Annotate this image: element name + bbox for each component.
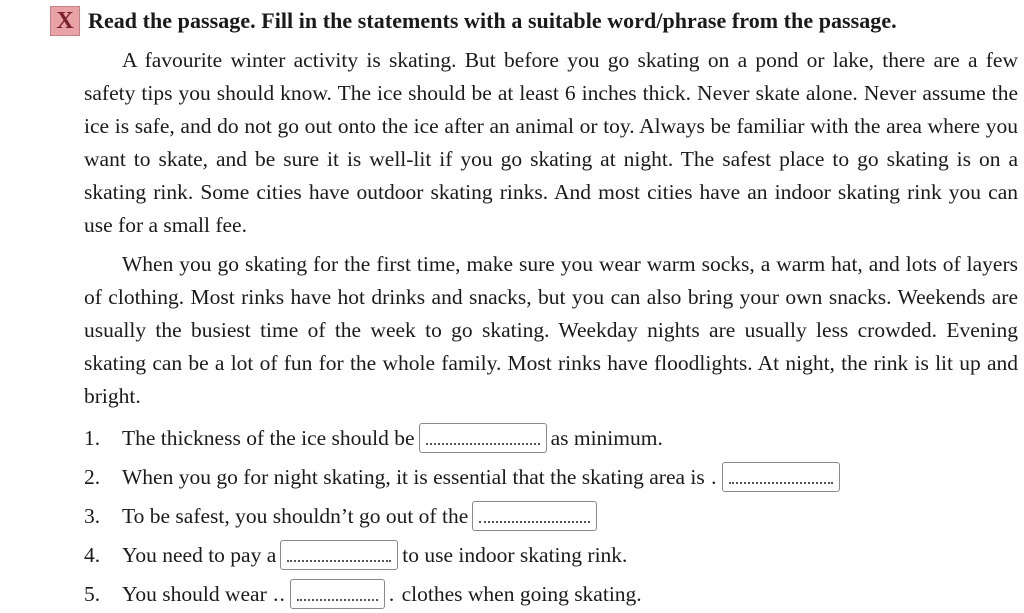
question-number: 2. [84, 464, 101, 489]
leader-dots: .. [266, 581, 286, 606]
section-badge: X [50, 6, 80, 36]
answer-blank-2[interactable] [722, 462, 840, 492]
question-2 [84, 457, 1024, 496]
question-text-before: You should wear [122, 581, 267, 606]
question-list [84, 418, 1024, 613]
answer-blank-5[interactable] [290, 579, 385, 609]
question-number: 3. [84, 503, 101, 528]
passage-paragraph-1: A favourite winter activity is skating. But before you go skating on a pond or lake, there are a few safety tips you should know. The ice should be at least 6 inches thick. Never skate alone. Never assume the ice is safe, and do not go out onto the ice after an animal or toy. Always be familiar with the area where you want to skate, and be sure it is well-lit if you go skating at night. The safest place to go skating is on a skating rink. Some cities have outdoor skating rinks. And most cities have an indoor skating rink you can use for a small fee. [84, 48, 1018, 237]
passage-paragraph-2: When you go skating for the first time, make sure you wear warm socks, a warm hat, and lots of layers of clothing. Most rinks have hot drinks and snacks, but you can also bring your own snacks. Weekends are usually the busiest time of the week to go skating. Weekday nights are usually less crowded. Evening skating can be a lot of fun for the whole family. Most rinks have floodlights. At night, the rink is lit up and bright. [84, 252, 1018, 408]
question-1 [84, 418, 1024, 457]
question-number: 1. [84, 425, 101, 450]
instruction-text: Read the passage. Fill in the statements with a suitable word/phrase from the passage. [88, 8, 897, 33]
question-text-before: To be safest, you shouldn’t go out of the [122, 503, 469, 528]
question-5 [84, 574, 1024, 613]
question-number: 5. [84, 581, 101, 606]
answer-blank-3[interactable] [472, 501, 597, 531]
question-text-before: The thickness of the ice should be [122, 425, 415, 450]
answer-blank-4[interactable] [280, 540, 398, 570]
leader-dots: . [704, 464, 718, 489]
question-text-after: as minimum. [550, 425, 663, 450]
reading-passage [84, 44, 1018, 413]
question-4 [84, 535, 1024, 574]
question-text-before: When you go for night skating, it is essential that the skating area is [122, 464, 705, 489]
exercise-header [50, 6, 897, 36]
question-number: 4. [84, 542, 101, 567]
answer-blank-1[interactable] [419, 423, 547, 453]
question-text-after: to use indoor skating rink. [402, 542, 628, 567]
trailing-dot: . [388, 581, 402, 606]
question-text-after: clothes when going skating. [401, 581, 642, 606]
question-text-before: You need to pay a [122, 542, 277, 567]
question-3 [84, 496, 1024, 535]
